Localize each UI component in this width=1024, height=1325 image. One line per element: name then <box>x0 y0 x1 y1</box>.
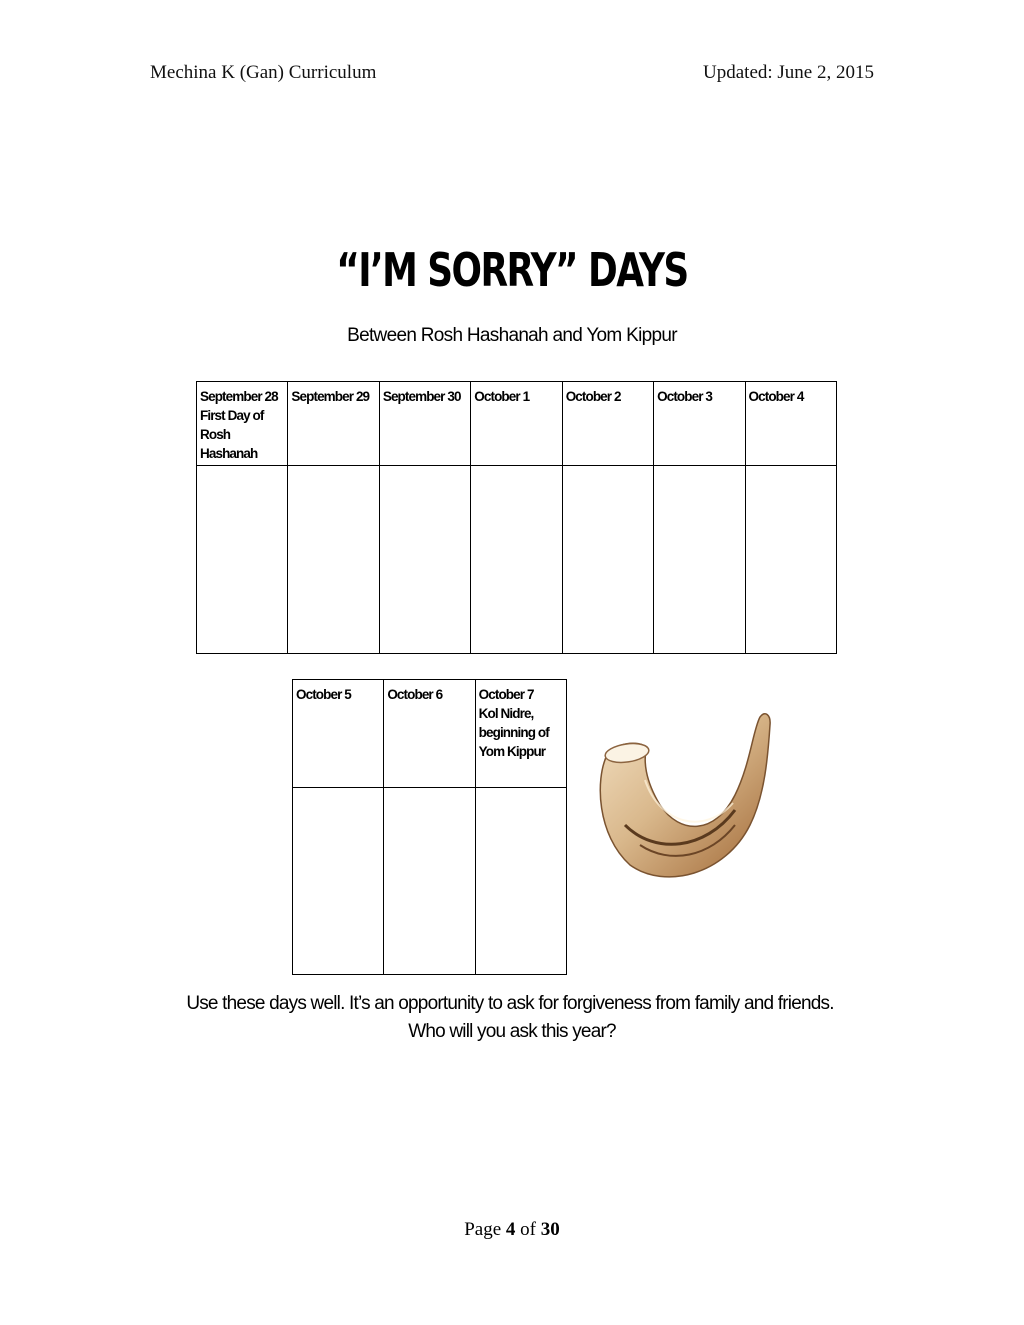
header-left: Mechina K (Gan) Curriculum <box>150 62 377 83</box>
date-label: October 5 <box>296 687 351 702</box>
calendar-cell <box>288 382 379 466</box>
date-label: October 3 <box>657 389 713 404</box>
calendar-cell <box>475 680 566 788</box>
calendar-cell <box>471 382 562 466</box>
message-line-2: Who will you ask this year? <box>408 1021 616 1042</box>
calendar-writing-row <box>197 466 837 654</box>
calendar-cell <box>379 382 470 466</box>
date-label: October 2 <box>565 389 621 404</box>
writing-box[interactable] <box>379 466 470 654</box>
shofar-image <box>585 685 790 895</box>
page-total: 30 <box>540 1219 560 1240</box>
calendar-cell <box>654 382 745 466</box>
calendar-header-row <box>197 382 837 466</box>
writing-box[interactable] <box>471 466 562 654</box>
calendar-week-2 <box>292 679 567 975</box>
calendar-cell <box>745 382 836 466</box>
writing-box[interactable] <box>384 788 475 975</box>
date-note: First Day of Rosh Hashanah <box>200 408 264 461</box>
footer-prefix: Page <box>464 1219 506 1240</box>
writing-box[interactable] <box>475 788 566 975</box>
header-right: Updated: June 2, 2015 <box>703 62 874 83</box>
footer-mid: of <box>515 1219 541 1240</box>
date-label: October 6 <box>387 687 443 702</box>
writing-box[interactable] <box>562 466 653 654</box>
date-label: September 30 <box>382 389 461 404</box>
writing-box[interactable] <box>197 466 288 654</box>
date-label: September 28 <box>200 389 278 404</box>
page-footer <box>0 1219 1024 1241</box>
writing-box[interactable] <box>288 466 379 654</box>
date-label: October 7 <box>478 687 534 702</box>
calendar-cell <box>562 382 653 466</box>
date-label: October 1 <box>474 389 530 404</box>
calendar-header-row <box>293 680 567 788</box>
page-subtitle: Between Rosh Hashanah and Yom Kippur <box>347 325 677 346</box>
writing-box[interactable] <box>293 788 384 975</box>
date-label: October 4 <box>748 389 804 404</box>
calendar-week-1 <box>196 381 837 654</box>
page-title: “I’M SORRY” DAYS <box>336 243 688 297</box>
calendar-cell <box>197 382 288 466</box>
calendar-cell <box>293 680 384 788</box>
writing-box[interactable] <box>654 466 745 654</box>
date-label: September 29 <box>291 389 370 404</box>
page-number: 4 <box>505 1219 516 1240</box>
date-note: Kol Nidre, beginning of Yom Kippur <box>478 706 549 759</box>
calendar-writing-row <box>293 788 567 975</box>
message-line-1: Use these days well. It’s an opportunity to ask for forgiveness from family and friends. <box>186 993 834 1014</box>
calendar-cell <box>384 680 475 788</box>
writing-box[interactable] <box>745 466 836 654</box>
